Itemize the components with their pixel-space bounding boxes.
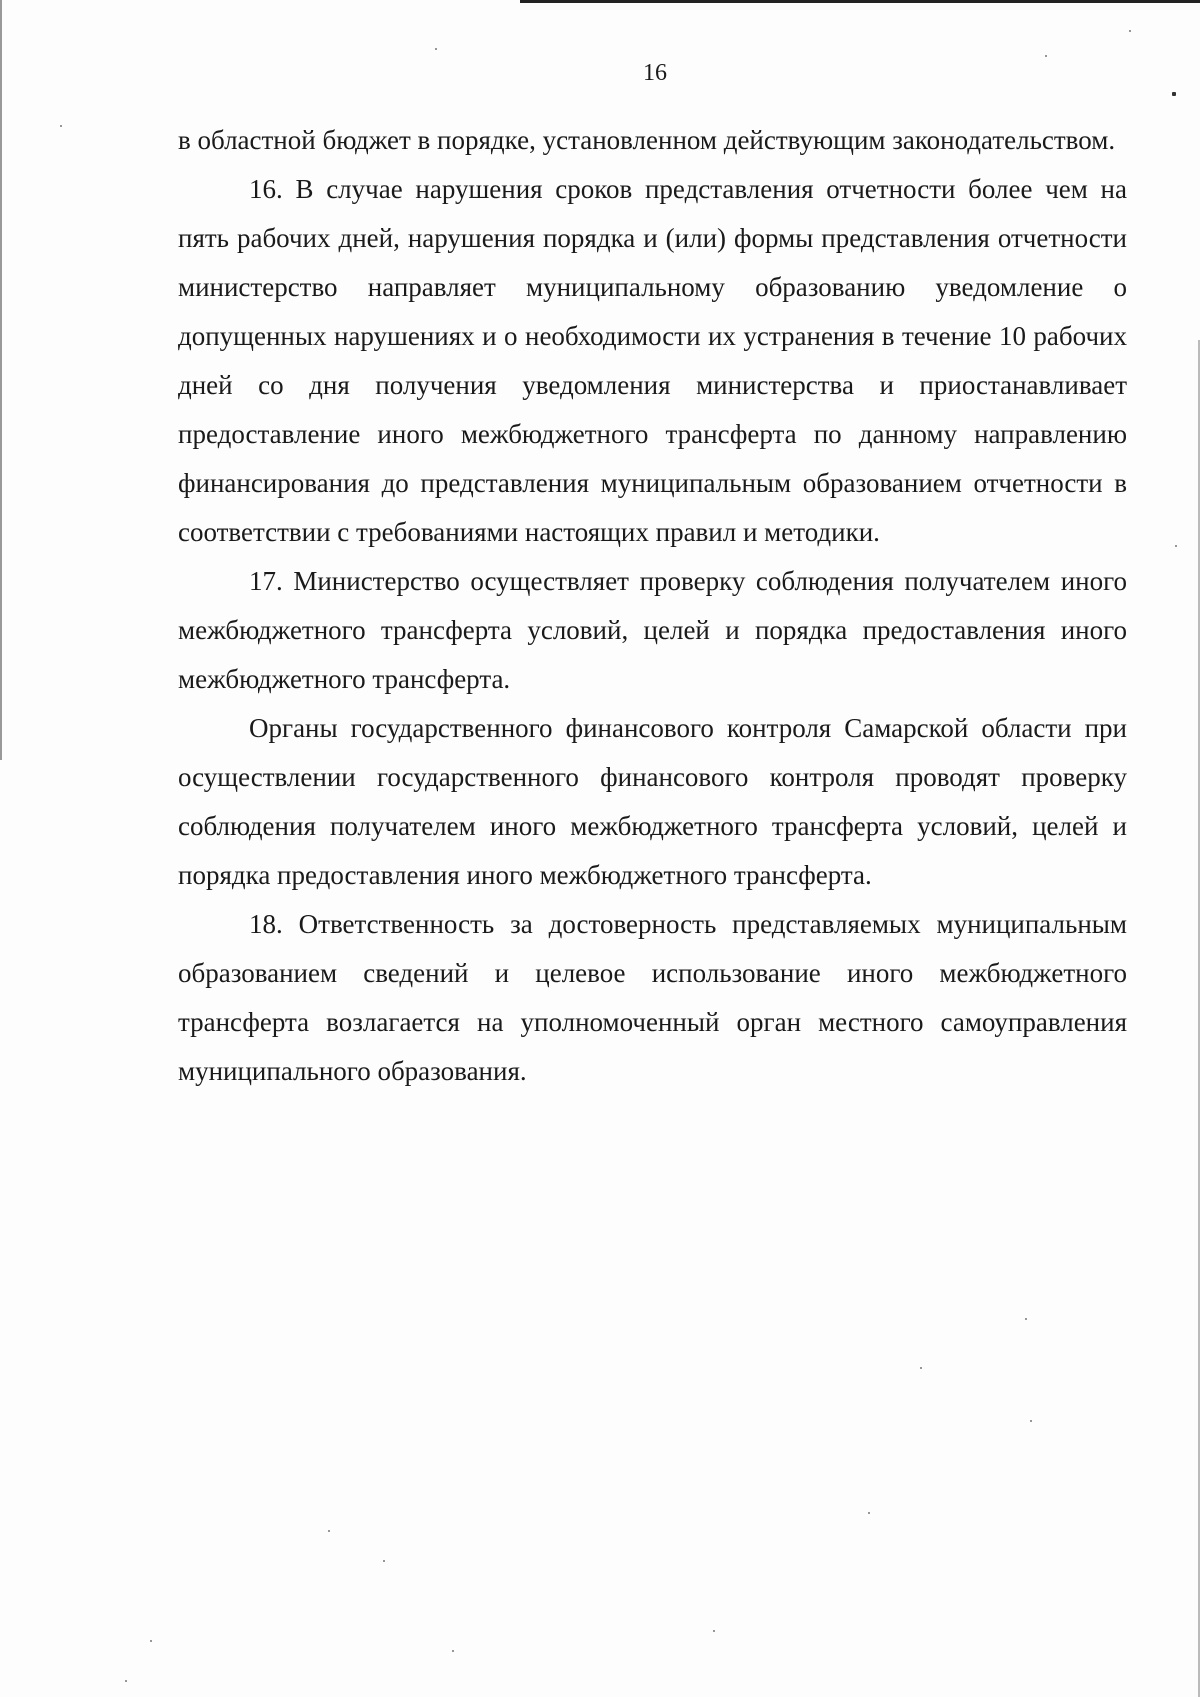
paragraph-18: 18. Ответственность за достоверность представляемых муниципальным образованием сведений и целевое использование иного межбюджетного трансферта возлагается на уполномоченный орган местного самоуправления муниципального образования. — [178, 909, 1127, 1086]
document-body — [178, 116, 1127, 1096]
scan-speck — [1045, 55, 1047, 57]
scan-speck — [60, 125, 62, 127]
scan-speck — [125, 1680, 127, 1682]
scan-speck — [920, 1367, 922, 1369]
left-scan-edge — [0, 0, 2, 760]
scan-speck — [328, 1530, 330, 1532]
scan-speck — [1175, 545, 1177, 547]
scan-speck — [150, 1640, 152, 1642]
scan-speck — [1025, 1318, 1027, 1320]
scan-speck — [452, 1650, 454, 1652]
scan-speck — [435, 48, 437, 50]
scan-speck — [1129, 30, 1131, 32]
paragraph-continuation: в областной бюджет в порядке, установленном действующим законодательством. — [178, 125, 1116, 155]
paragraph-17: 17. Министерство осуществляет проверку соблюдения получателем иного межбюджетного трансферта условий, целей и порядка предоставления иного межбюджетного трансферта. — [178, 566, 1127, 694]
scan-speck — [383, 1560, 385, 1562]
scan-speck — [868, 1512, 870, 1514]
top-edge-line — [520, 0, 1200, 3]
paragraph-16: 16. В случае нарушения сроков представления отчетности более чем на пять рабочих дней, нарушения порядка и (или) формы представления отчетности министерство направляет муниципальному образованию уведомление о допущенных нарушениях и о необходимости их устранения в течение 10 рабочих дней со дня получения уведомления министерства и приостанавливает предоставление иного межбюджетного трансферта по данному направлению финансирования до представления муниципальным образованием отчетности в соответствии с требованиями настоящих правил и методики. — [178, 174, 1127, 547]
scan-speck — [1172, 92, 1176, 96]
scan-speck — [1030, 1420, 1032, 1422]
scan-speck — [713, 1630, 715, 1632]
page-number: 16 — [643, 60, 667, 86]
paragraph-control-bodies: Органы государственного финансового контроля Самарской области при осуществлении государственного финансового контроля проводят проверку соблюдения получателем иного межбюджетного трансферта условий, целей и порядка предоставления иного межбюджетного трансферта. — [178, 713, 1127, 890]
